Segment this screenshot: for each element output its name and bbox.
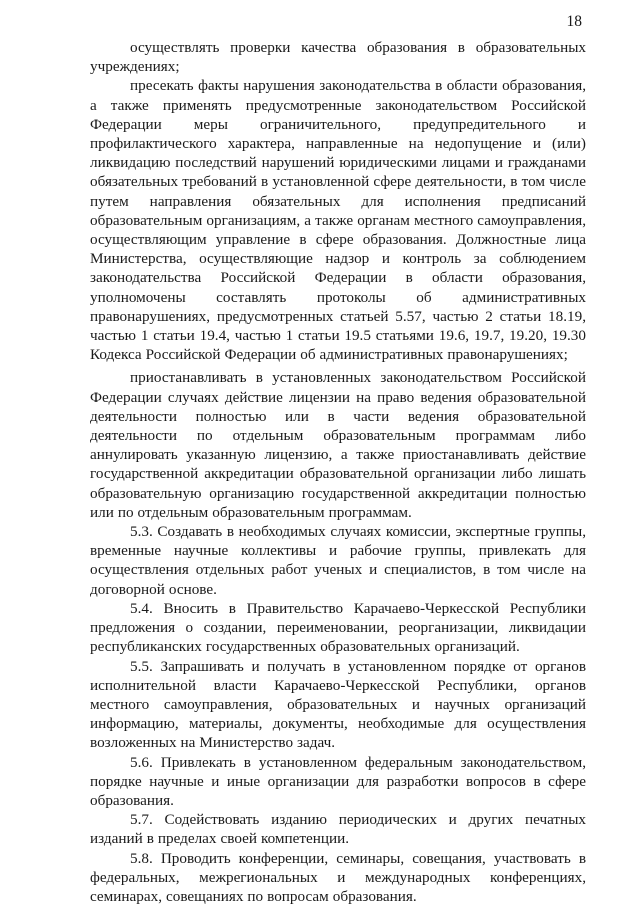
paragraph-5-8: 5.8. Проводить конференции, семинары, совещания, участвовать в федеральных, межрегиональных и международных конференциях, семинарах, совещаниях по вопросам образования.: [90, 849, 586, 905]
paragraph-5-6: 5.6. Привлекать в установленном федеральным законодательством, порядке научные и иные организации для разработки вопросов в сфере образования.: [90, 753, 586, 809]
page-number: 18: [566, 13, 582, 30]
paragraph-5-3: 5.3. Создавать в необходимых случаях комиссии, экспертные группы, временные научные коллективы и рабочие группы, привлекать для осуществления отдельных работ ученых и специалистов, в том числе на договорной основе.: [90, 523, 586, 598]
paragraph-quality-checks: осуществлять проверки качества образования в образовательных учреждениях;: [90, 39, 586, 76]
paragraph-suspend-license: приостанавливать в установленных законодательством Российской Федерации случаях действие лицензии на право ведения образовательной деятельности полностью или в части ведения образовательной деятельности по отдельным образовательным программам либо аннулировать указанную лицензию, а также приостанавливать действие государственной аккредитации образовательной организации либо лишать образовательную организацию государственной аккредитации полностью или по отдельным образовательным программам.: [90, 369, 586, 521]
paragraph-5-5: 5.5. Запрашивать и получать в установленном порядке от органов исполнительной власти Карачаево-Черкесской Республики, органов местного самоуправления, образовательных и научных организаций информацию, материалы, документы, необходимые для осуществления возложенных на Министерство задач.: [90, 657, 586, 752]
paragraph-suppress-violations: пресекать факты нарушения законодательства в области образования, а также применять предусмотренные законодательством Российской Федерации меры ограничительного, предупредительного и профилактического характера, направленные на недопущение и (или) ликвидацию последствий нарушений юридическими лицами и гражданами обязательных требований в установленной сфере деятельности, в том числе путем направления обязательных для исполнения предписаний образовательным организациям, а также органам местного самоуправления, осуществляющим управление в сфере образования. Должностные лица Министерства, осуществляющие надзор и контроль за соблюдением законодательства Российской Федерации в области образования, уполномочены составлять протоколы об административных правонарушениях, предусмотренных статьей 5.57, частью 2 статьи 18.19, частью 1 статьи 19.4, частью 1 статьи 19.5 статьями 19.6, 19.7, 19.20, 19.30 Кодекса Российской Федерации об административных правонарушениях;: [90, 77, 586, 364]
document-body: [90, 38, 586, 906]
paragraph-5-7: 5.7. Содействовать изданию периодических и других печатных изданий в пределах своей компетенции.: [90, 811, 586, 848]
paragraph-5-4: 5.4. Вносить в Правительство Карачаево-Черкесской Республики предложения о создании, переименовании, реорганизации, ликвидации республиканских государственных образовательных организаций.: [90, 599, 586, 656]
